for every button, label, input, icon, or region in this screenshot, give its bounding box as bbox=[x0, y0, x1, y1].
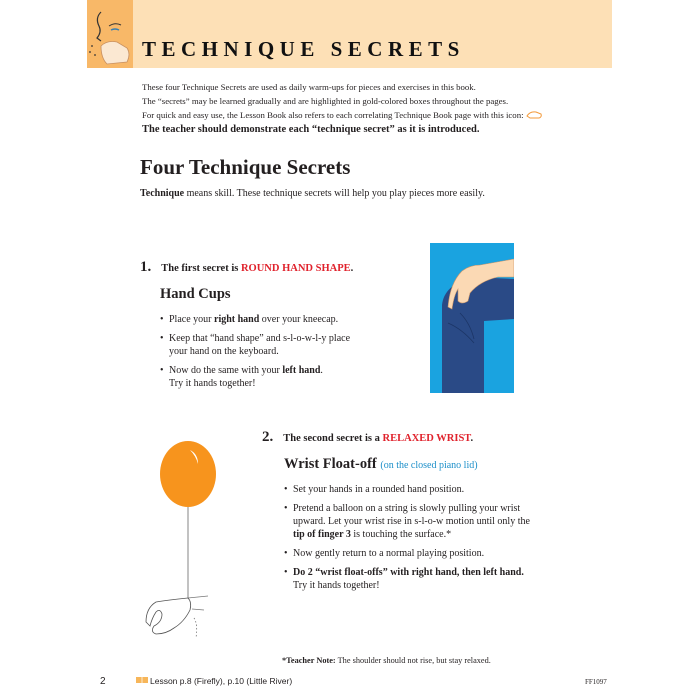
bullet-text: . bbox=[320, 365, 323, 376]
page-number: 2 bbox=[100, 676, 106, 687]
bullet-bold: left hand bbox=[282, 365, 321, 376]
bullet-text: Try it hands together! bbox=[169, 378, 256, 389]
bullet-text: Place your bbox=[169, 314, 214, 325]
bullet-text: upward. Let your wrist rise in s-l-o-w motion until only the bbox=[293, 516, 530, 527]
bullet-text: Try it hands together! bbox=[293, 580, 380, 591]
intro-line-text: For quick and easy use, the Lesson Book also refers to each correlating Technique Book page with this icon: bbox=[142, 110, 524, 120]
page-header-title: TECHNIQUE SECRETS bbox=[142, 37, 465, 61]
technique-hand-icon bbox=[526, 109, 542, 123]
list-item bbox=[284, 547, 584, 560]
intro-line: These four Technique Secrets are used as daily warm-ups for pieces and exercises in this book. bbox=[142, 82, 476, 92]
catalog-code: FF1097 bbox=[585, 678, 607, 686]
secret-2-heading bbox=[262, 428, 473, 446]
footnote-label: *Teacher Note: bbox=[282, 656, 336, 665]
section-title: Four Technique Secrets bbox=[140, 155, 351, 179]
secret-1-heading bbox=[140, 258, 353, 276]
secret-highlight: ROUND HAND SHAPE bbox=[240, 263, 351, 274]
secret-suffix: . bbox=[470, 433, 474, 444]
list-item bbox=[284, 483, 584, 496]
bullet-text: Keep that “hand shape” and s-l-o-w-l-y place bbox=[169, 333, 351, 344]
list-item bbox=[284, 566, 584, 592]
exercise-title: Hand Cups bbox=[160, 286, 231, 302]
secret-highlight: RELAXED WRIST bbox=[382, 433, 471, 444]
exercise-title-text: Wrist Float-off bbox=[284, 456, 377, 472]
list-item bbox=[160, 332, 410, 358]
intro-line bbox=[142, 108, 542, 123]
bullet-text: over your kneecap. bbox=[259, 314, 339, 325]
footnote-text: The shoulder should not rise, but stay relaxed. bbox=[335, 656, 491, 665]
teacher-footnote bbox=[282, 656, 491, 665]
bullet-bold: right hand bbox=[214, 314, 260, 325]
bullet-bold: Do 2 “wrist float-offs” with right hand, then left hand. bbox=[293, 567, 524, 578]
lead-bold: Technique bbox=[140, 188, 185, 199]
secret-prefix: The second secret is a bbox=[283, 433, 383, 444]
bullet-text: Now do the same with your bbox=[169, 365, 283, 376]
balloon-wrist-illustration bbox=[130, 440, 250, 640]
exercise-note: (on the closed piano lid) bbox=[380, 460, 478, 471]
secret-number: 2. bbox=[262, 429, 274, 445]
list-item bbox=[160, 364, 410, 390]
lead-rest: means skill. These technique secrets will help you play pieces more easily. bbox=[184, 188, 485, 199]
secret-1-bullets bbox=[160, 313, 410, 396]
list-item bbox=[284, 502, 584, 541]
exercise-title bbox=[284, 456, 478, 473]
whisper-hand-icon bbox=[87, 0, 133, 68]
secret-number: 1. bbox=[140, 259, 152, 275]
intro-line: The “secrets” may be learned gradually and are highlighted in gold-colored boxes throughout the pages. bbox=[142, 96, 509, 106]
secret-2-bullets bbox=[284, 483, 584, 598]
bullet-text: Pretend a balloon on a string is slowly pulling your wrist bbox=[293, 503, 521, 514]
bullet-bold: tip of finger 3 bbox=[293, 529, 351, 540]
hand-on-knee-illustration bbox=[430, 243, 514, 393]
bullet-text: is touching the surface.* bbox=[350, 529, 452, 540]
secret-suffix: . bbox=[350, 263, 354, 274]
lead-text bbox=[140, 188, 485, 199]
bullet-text: Set your hands in a rounded hand position. bbox=[293, 484, 465, 495]
bullet-text: your hand on the keyboard. bbox=[169, 346, 279, 357]
lesson-reference-text: Lesson p.8 (Firefly), p.10 (Little River) bbox=[150, 676, 293, 686]
bullet-text: Now gently return to a normal playing position. bbox=[293, 548, 485, 559]
intro-paragraph bbox=[142, 80, 542, 123]
lesson-book-icon bbox=[136, 676, 148, 686]
secret-prefix: The first secret is bbox=[161, 263, 241, 274]
lesson-reference bbox=[136, 676, 292, 686]
list-item bbox=[160, 313, 410, 326]
teacher-instruction: The teacher should demonstrate each “technique secret” as it is introduced. bbox=[142, 124, 480, 135]
